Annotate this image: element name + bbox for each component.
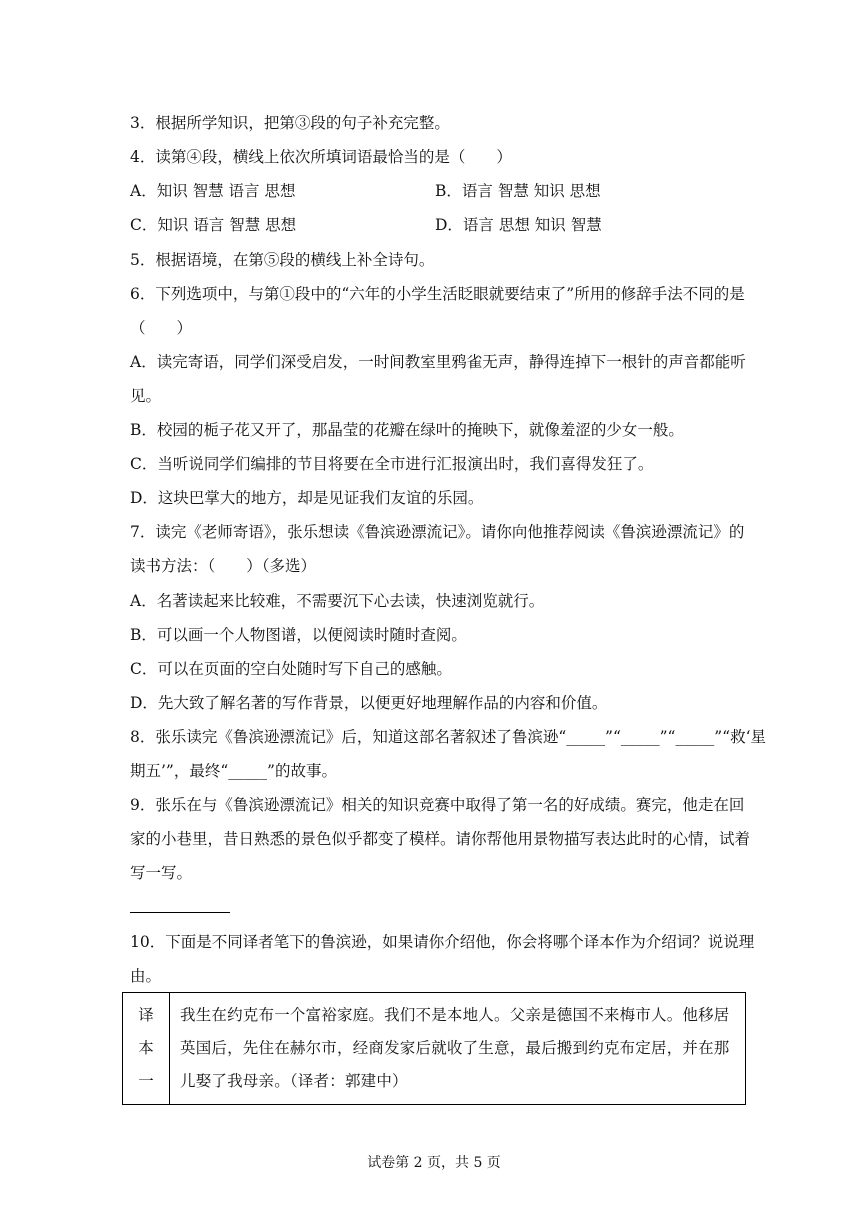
translation-label-char: 一 <box>138 1072 154 1090</box>
q6-option-a-line2: 见。 <box>130 387 162 405</box>
q10-line2: 由。 <box>130 967 162 985</box>
q8-line1: 8．张乐读完《鲁滨逊漂流记》后，知道这部名著叙述了鲁滨逊“_____”“_____”“_____”“救‘星 <box>130 728 767 746</box>
q10-line1: 10．下面是不同译者笔下的鲁滨逊，如果请你介绍他，你会将哪个译本作为介绍词？说说理 <box>130 933 755 951</box>
page-footer: 试卷第 2 页，共 5 页 <box>367 1155 501 1171</box>
q4-option-b: B．语言 智慧 知识 思想 <box>435 182 601 200</box>
q7-stem-line2: 读书方法：（ ）（多选） <box>130 557 317 575</box>
translation-text: 我生在约克布一个富裕家庭。我们不是本地人。父亲是德国不来梅市人。他移居英国后，先住在赫尔市，经商发家后就收了生意，最后搬到约克布定居，并在那儿娶了我母亲。（译者：郭建中） <box>170 993 746 1105</box>
q6-stem-line2: （ ） <box>130 319 193 337</box>
q6-option-c: C．当听说同学们编排的节目将要在全市进行汇报演出时，我们喜得发狂了。 <box>130 455 654 473</box>
q8-line2: 期五’”，最终“_____”的故事。 <box>130 762 337 780</box>
q4-option-d: D．语言 思想 知识 智慧 <box>435 216 602 234</box>
q7-option-a: A．名著读起来比较难，不需要沉下心去读，快速浏览就行。 <box>130 592 545 610</box>
q6-option-d: D．这块巴掌大的地方，却是见证我们友谊的乐园。 <box>130 489 484 507</box>
q7-option-d: D．先大致了解名著的写作背景，以便更好地理解作品的内容和价值。 <box>130 694 608 712</box>
q9-line1: 9．张乐在与《鲁滨逊漂流记》相关的知识竞赛中取得了第一名的好成绩。赛完，他走在回 <box>130 796 745 814</box>
q4-options-row1 <box>130 181 750 201</box>
q4-options-row2 <box>130 215 750 235</box>
translation-label-cell <box>123 993 170 1105</box>
q6-option-b: B．校园的栀子花又开了，那晶莹的花瓣在绿叶的掩映下，就像羞涩的少女一般。 <box>130 421 684 439</box>
q7-option-b: B．可以画一个人物图谱，以便阅读时随时查阅。 <box>130 626 467 644</box>
q7-option-c: C．可以在页面的空白处随时写下自己的感触。 <box>130 660 452 678</box>
translation-label-char: 本 <box>138 1039 154 1057</box>
q9-answer-line <box>130 912 230 913</box>
q4-option-c: C．知识 语言 智慧 思想 <box>130 216 297 234</box>
q4-stem: 4．读第④段，横线上依次所填词语最恰当的是（ ） <box>130 148 512 166</box>
q6-stem-line1: 6．下列选项中，与第①段中的“六年的小学生活眨眼就要结束了”所用的修辞手法不同的是 <box>130 285 745 303</box>
translation-table <box>122 992 746 1105</box>
q5-text: 5．根据语境，在第⑤段的横线上补全诗句。 <box>130 251 435 269</box>
q7-stem-line1: 7．读完《老师寄语》，张乐想读《鲁滨逊漂流记》。请你向他推荐阅读《鲁滨逊漂流记》的 <box>130 523 745 541</box>
translation-label-char: 译 <box>138 1006 154 1024</box>
q6-option-a-line1: A．读完寄语，同学们深受启发，一时间教室里鸦雀无声，静得连掉下一根针的声音都能听 <box>130 353 746 371</box>
q9-line3: 写一写。 <box>130 864 193 882</box>
translation-row <box>123 993 746 1105</box>
q4-option-a: A．知识 智慧 语言 思想 <box>130 182 296 200</box>
q3-text: 3．根据所学知识，把第③段的句子补充完整。 <box>130 114 450 132</box>
q9-line2: 家的小巷里，昔日熟悉的景色似乎都变了模样。请你帮他用景物描写表达此时的心情，试着 <box>130 830 751 848</box>
